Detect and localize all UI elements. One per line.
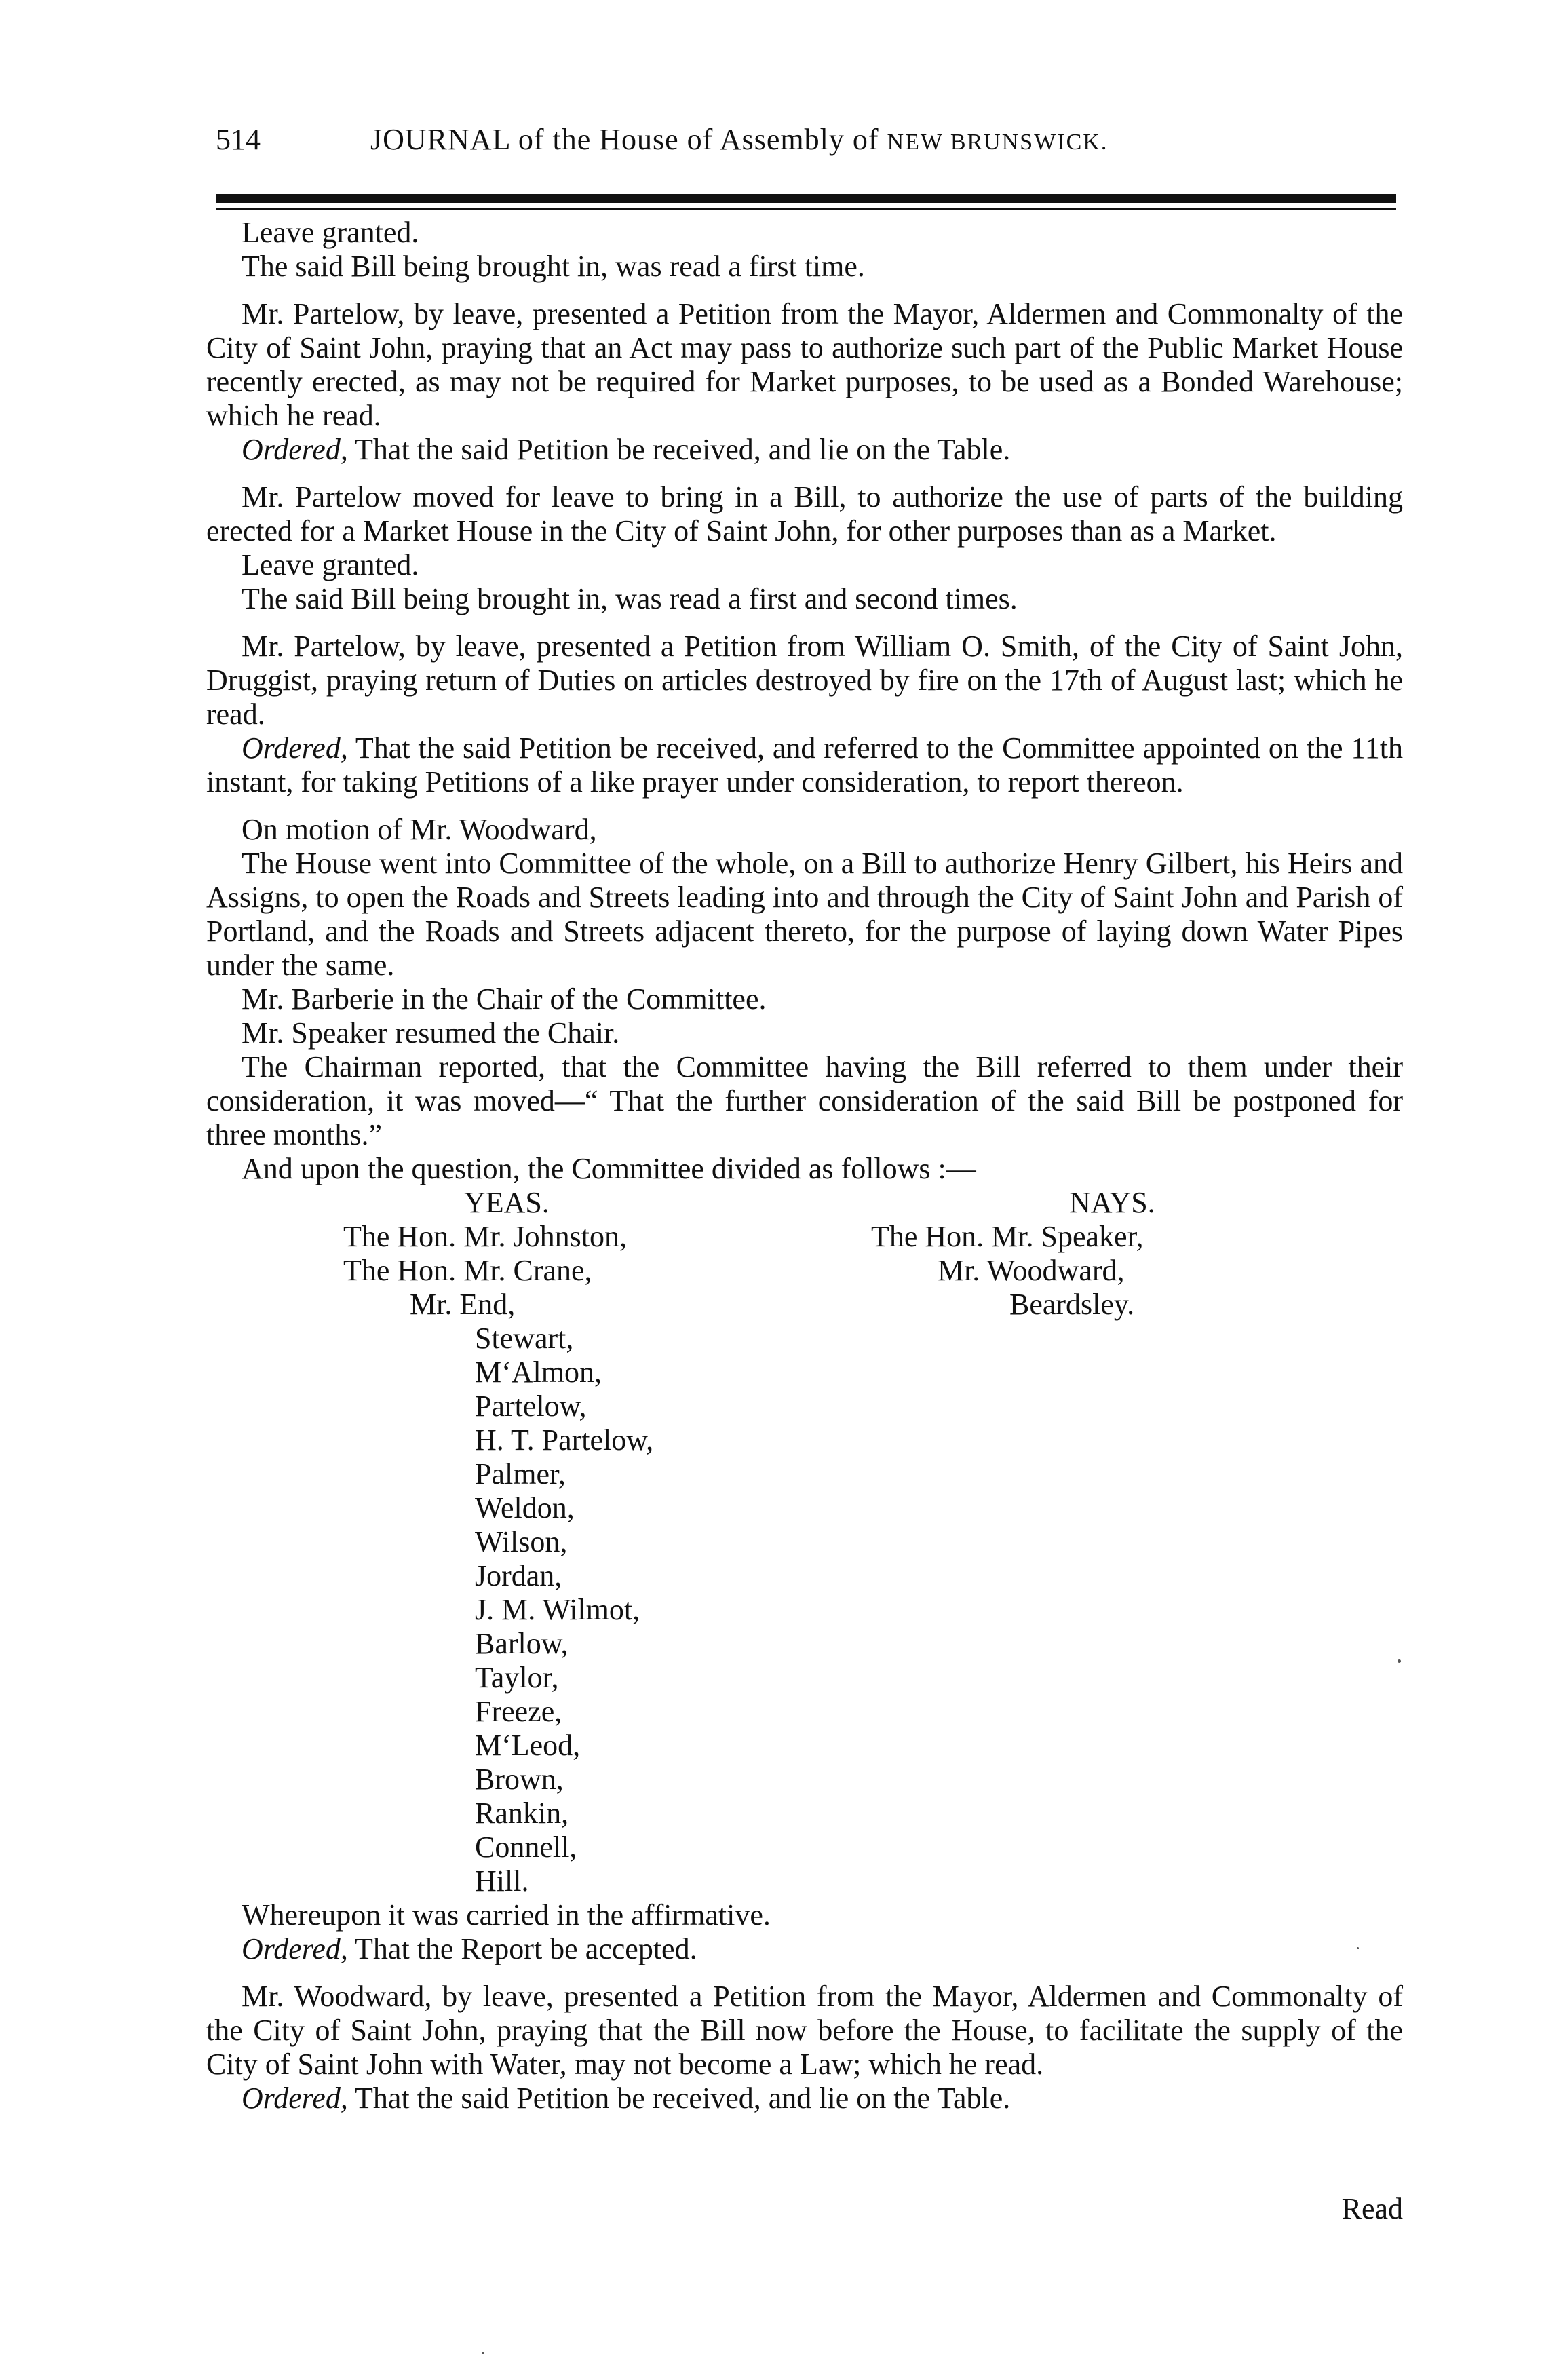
paragraph: On motion of Mr. Woodward, — [242, 813, 597, 846]
nay-member: Beardsley. — [1009, 1288, 1135, 1321]
page-number: 514 — [216, 123, 261, 156]
catchword: Read — [1341, 2192, 1403, 2225]
yea-member: Palmer, — [475, 1457, 566, 1491]
yea-member: Stewart, — [475, 1322, 574, 1355]
nays-heading: NAYS. — [1069, 1186, 1155, 1219]
yea-member: H. T. Partelow, — [475, 1423, 654, 1457]
ordered-label: Ordered, — [242, 2081, 348, 2115]
ordered-label: Ordered, — [242, 433, 348, 466]
ordered-label: Ordered, — [242, 1932, 348, 1965]
paragraph-text: That the said Petition be received, and lie on the Table. — [347, 2081, 1011, 2115]
yea-member: Brown, — [475, 1763, 564, 1796]
journal-body — [206, 216, 1403, 2115]
yea-member: Barlow, — [475, 1627, 568, 1660]
paragraph-text: That the Report be accepted. — [347, 1932, 697, 1965]
running-title-text: JOURNAL of the House of Assembly of — [370, 123, 879, 156]
paragraph: The said Bill being brought in, was read a first time. — [242, 250, 865, 283]
paragraph: Whereupon it was carried in the affirmative. — [242, 1898, 771, 1932]
yea-member: J. M. Wilmot, — [475, 1593, 640, 1626]
yea-member: Wilson, — [475, 1525, 568, 1558]
yea-member: Freeze, — [475, 1695, 562, 1728]
page-header — [216, 122, 1396, 176]
header-rule-thin — [216, 208, 1396, 210]
ordered-label: Ordered, — [242, 731, 348, 765]
nays-list — [871, 1220, 1346, 1322]
yea-member: The Hon. Mr. Johnston, — [343, 1220, 627, 1253]
paragraph-text: That the said Petition be received, and lie on the Table. — [347, 433, 1011, 466]
nay-member: The Hon. Mr. Speaker, — [871, 1220, 1144, 1253]
paragraph — [206, 731, 1403, 799]
paragraph: Mr. Speaker resumed the Chair. — [242, 1016, 620, 1050]
yea-member: Jordan, — [475, 1559, 562, 1592]
yea-member: Mr. End, — [410, 1288, 516, 1321]
print-speck — [1398, 1659, 1401, 1663]
paragraph: Leave granted. — [242, 216, 419, 249]
yea-member: M‘Leod, — [475, 1729, 581, 1762]
paragraph: Mr. Partelow moved for leave to bring in a Bill, to authorize the use of parts of the building erected for a Market House in the City of Saint John, for other purposes than as a Market. — [206, 480, 1403, 548]
paragraph: Leave granted. — [242, 548, 419, 581]
yea-member: The Hon. Mr. Crane, — [343, 1254, 592, 1287]
paragraph: The said Bill being brought in, was read a first and second times. — [242, 582, 1018, 615]
yea-member: Rankin, — [475, 1797, 569, 1830]
print-speck — [482, 2352, 484, 2354]
nay-member: Mr. Woodward, — [938, 1254, 1125, 1287]
paragraph — [206, 1932, 1403, 1966]
yea-member: Partelow, — [475, 1389, 587, 1423]
yea-member: Connell, — [475, 1830, 577, 1864]
running-title-province: NEW BRUNSWICK. — [887, 130, 1109, 155]
running-title — [370, 122, 1108, 157]
yeas-list — [274, 1220, 817, 1898]
paragraph: Mr. Woodward, by leave, presented a Petition from the Mayor, Aldermen and Commonalty of the City of Saint John, praying that the Bill now before the House, to facilitate the supply of the City of Saint John with Water, may not become a Law; which he read. — [206, 1980, 1403, 2081]
division-list — [206, 1186, 1403, 1898]
print-speck — [1357, 1947, 1359, 1949]
paragraph — [206, 2081, 1403, 2115]
paragraph: The House went into Committee of the whole, on a Bill to authorize Henry Gilbert, his Heirs and Assigns, to open the Roads and Streets leading into and through the City of Saint John and Parish of Portland, and the Roads and Streets adjacent thereto, for the purpose of laying down Water Pipes under the same. — [206, 847, 1403, 982]
paragraph: The Chairman reported, that the Committee having the Bill referred to them under their consideration, it was moved—“ That the further consideration of the said Bill be postponed for three months.” — [206, 1050, 1403, 1151]
yea-member: Taylor, — [475, 1661, 559, 1694]
paragraph: And upon the question, the Committee divided as follows :— — [242, 1152, 976, 1185]
paragraph — [206, 433, 1403, 467]
yea-member: Weldon, — [475, 1491, 575, 1524]
paragraph: Mr. Partelow, by leave, presented a Petition from the Mayor, Aldermen and Commonalty of the City of Saint John, praying that an Act may pass to authorize such part of the Public Market House recently erected, as may not be required for Market purposes, to be used as a Bonded Warehouse; which he read. — [206, 297, 1403, 432]
header-rule-thick — [216, 194, 1396, 203]
yeas-heading: YEAS. — [464, 1186, 550, 1219]
paragraph-text: That the said Petition be received, and referred to the Committee appointed on the 11th instant, for taking Petitions of a like prayer under consideration, to report thereon. — [206, 731, 1403, 799]
paragraph: Mr. Barberie in the Chair of the Committee. — [242, 982, 767, 1016]
yea-member: M‘Almon, — [475, 1356, 602, 1389]
yea-member: Hill. — [475, 1864, 529, 1898]
paragraph: Mr. Partelow, by leave, presented a Petition from William O. Smith, of the City of Saint John, Druggist, praying return of Duties on articles destroyed by fire on the 17th of August last; which he read. — [206, 630, 1403, 731]
